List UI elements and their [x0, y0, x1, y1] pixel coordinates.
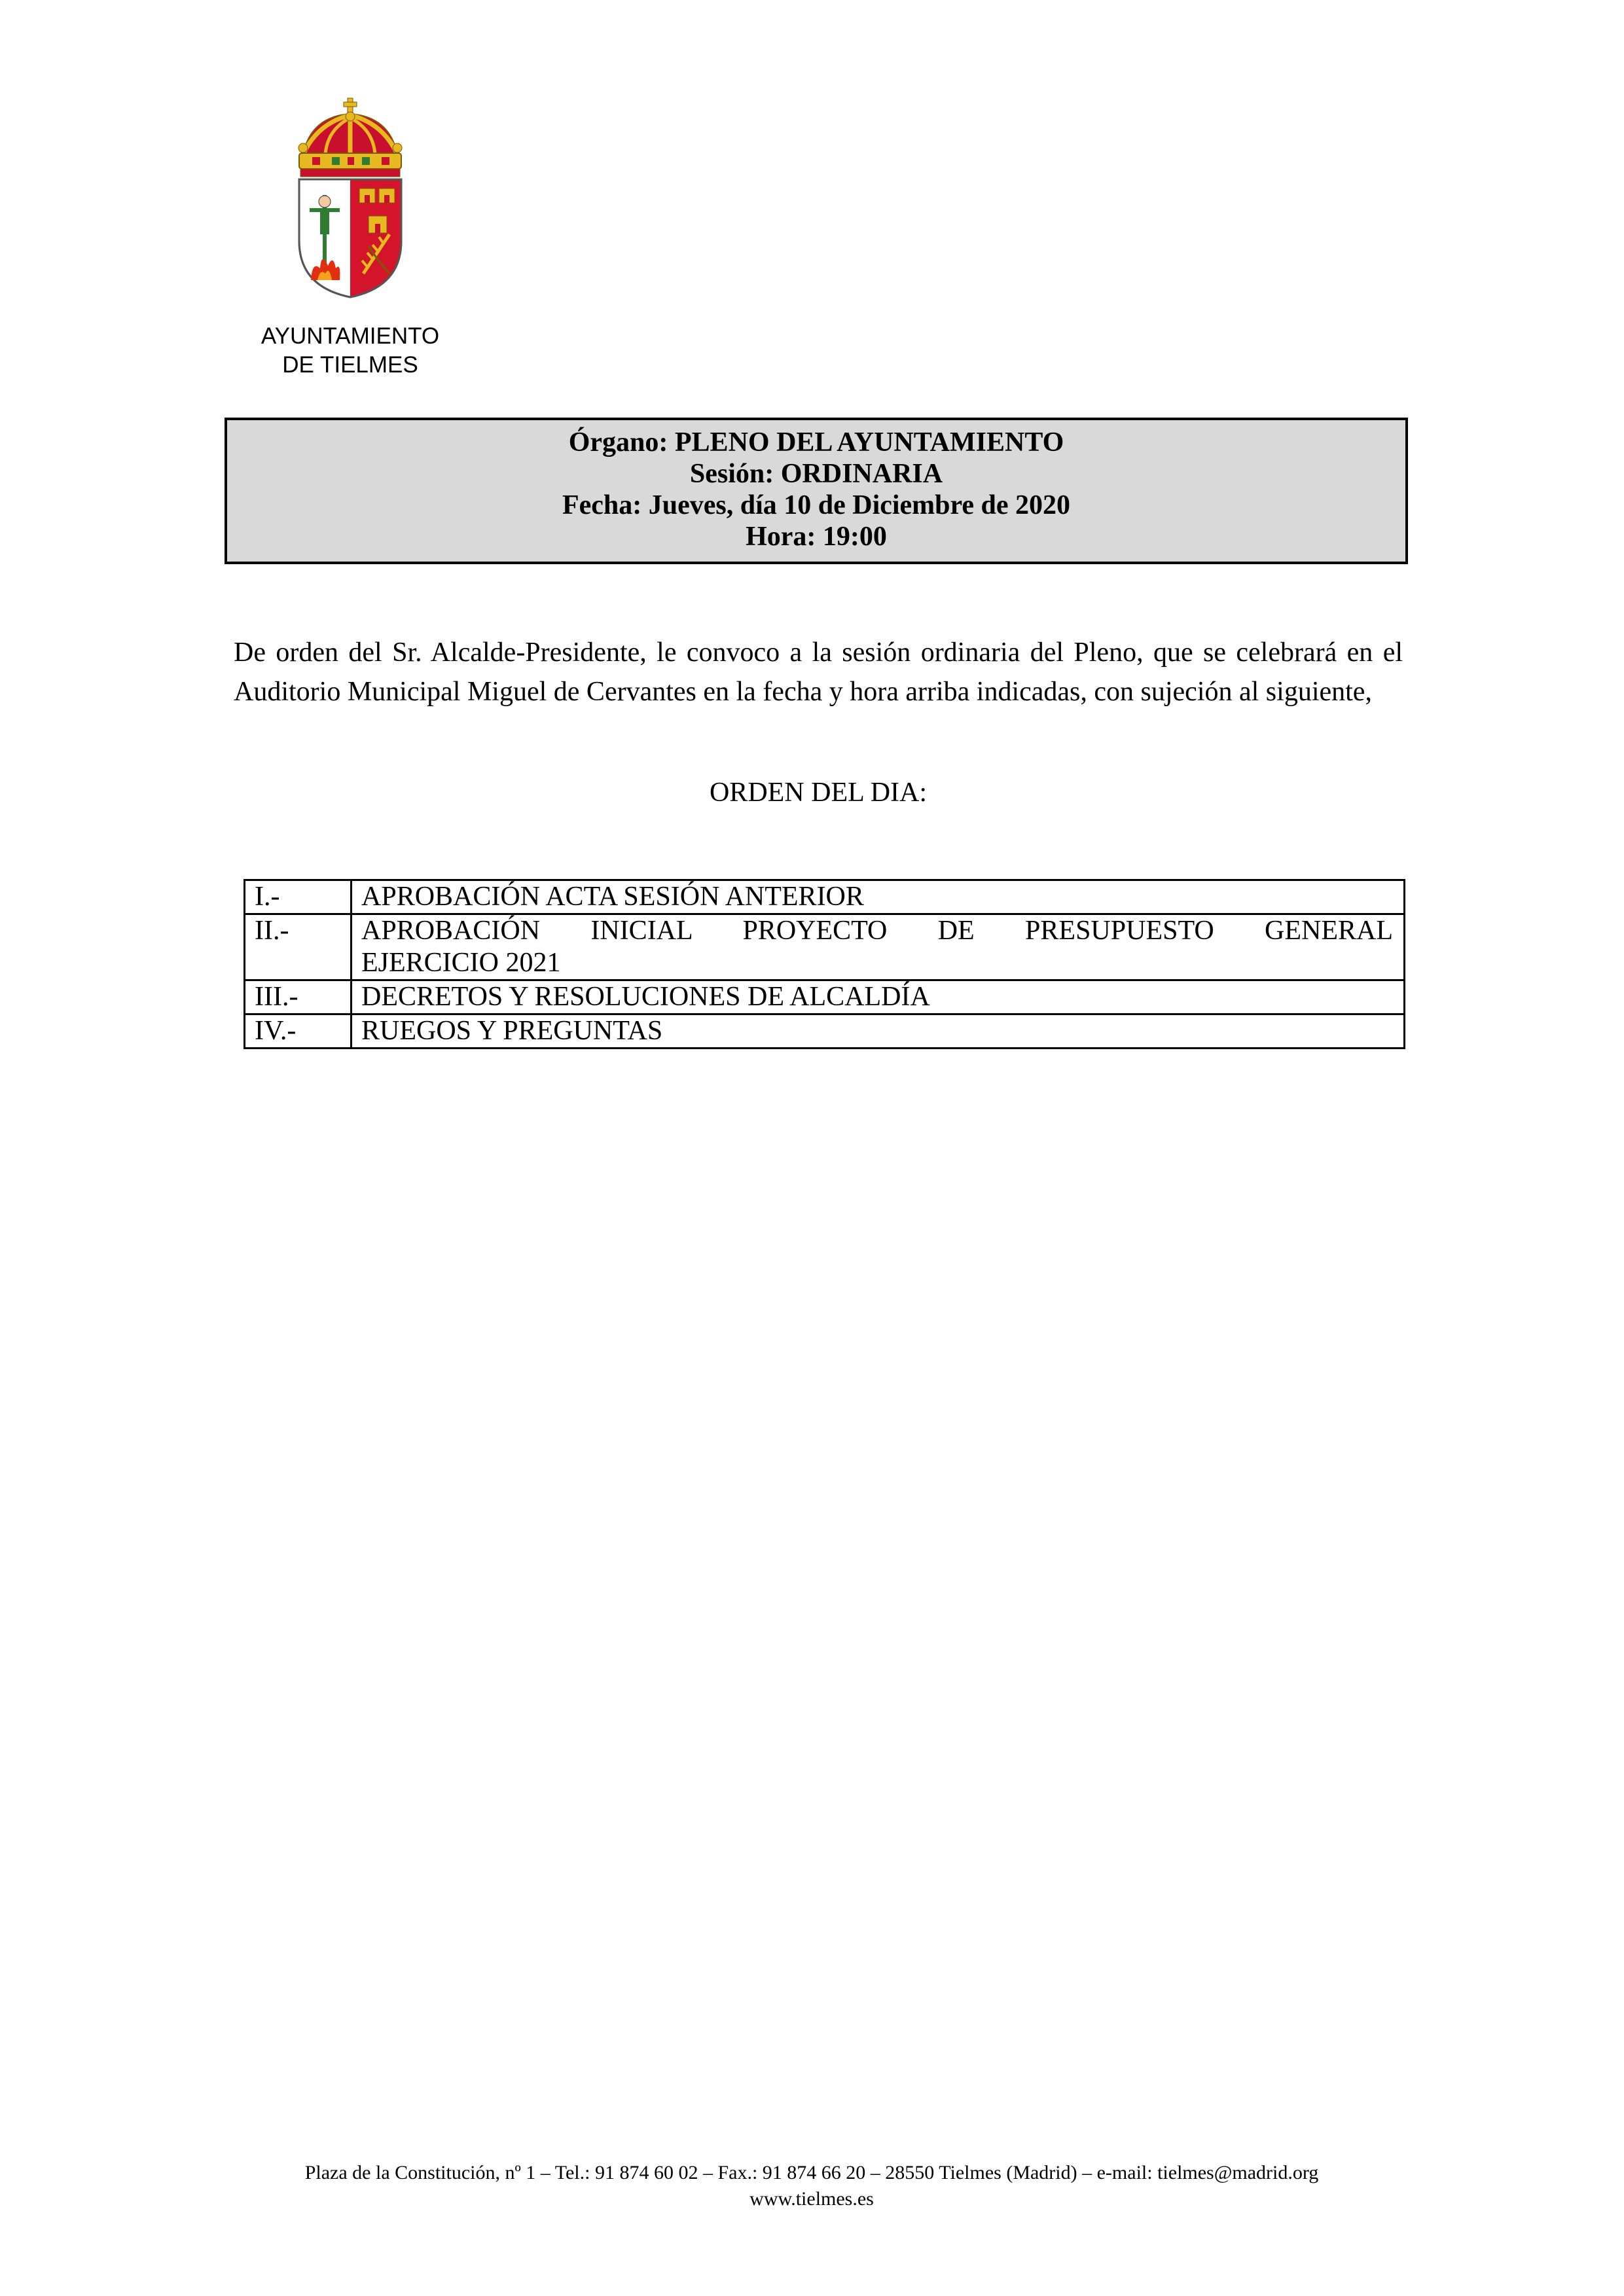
footer-website: www.tielmes.es: [749, 2188, 874, 2210]
organization-name-line1: AYUNTAMIENTO: [261, 323, 440, 349]
agenda-row: [245, 914, 1405, 980]
agenda-item-text: APROBACIÓN ACTA SESIÓN ANTERIOR: [352, 880, 1405, 914]
agenda-item-number: II.-: [245, 914, 352, 980]
session-info-box: [225, 418, 1408, 564]
session-organo: Órgano: PLENO DEL AYUNTAMIENTO: [568, 427, 1064, 457]
agenda-row: [245, 1014, 1405, 1049]
organization-name: [216, 322, 484, 380]
page-footer: [196, 2160, 1427, 2212]
convocation-paragraph: De orden del Sr. Alcalde-Presidente, le convoco a la sesión ordinaria del Pleno, que se celebrará en el Auditorio Municipal Miguel de Cervantes en la fecha y hora arriba indicadas, con sujeción al siguiente,: [234, 637, 1403, 707]
organization-name-line2: DE TIELMES: [282, 352, 418, 378]
footer-address: Plaza de la Constitución, nº 1 – Tel.: 91 874 60 02 – Fax.: 91 874 66 20 – 28550 Tielmes (Madrid) – e-mail: tielmes@madrid.org: [304, 2162, 1319, 2183]
agenda-item-text: [352, 914, 1405, 980]
agenda-table: [244, 879, 1405, 1049]
agenda-item-text-line1: APROBACIÓN INICIAL PROYECTO DE PRESUPUESTO GENERAL: [361, 916, 1393, 946]
session-time: Hora: 19:00: [746, 522, 887, 552]
agenda-item-number: I.-: [245, 880, 352, 914]
agenda-item-text: RUEGOS Y PREGUNTAS: [352, 1014, 1405, 1049]
agenda-heading: ORDEN DEL DIA:: [709, 778, 928, 808]
agenda-row: [245, 980, 1405, 1014]
agenda-item-text: DECRETOS Y RESOLUCIONES DE ALCALDÍA: [352, 980, 1405, 1014]
agenda-row: [245, 880, 1405, 914]
session-type: Sesión: ORDINARIA: [689, 459, 943, 489]
agenda-item-number: IV.-: [245, 1014, 352, 1049]
session-date: Fecha: Jueves, día 10 de Diciembre de 2020: [562, 490, 1071, 520]
agenda-item-text-line2: EJERCICIO 2021: [361, 948, 561, 978]
coat-of-arms-logo: [291, 97, 409, 300]
agenda-item-number: III.-: [245, 980, 352, 1014]
